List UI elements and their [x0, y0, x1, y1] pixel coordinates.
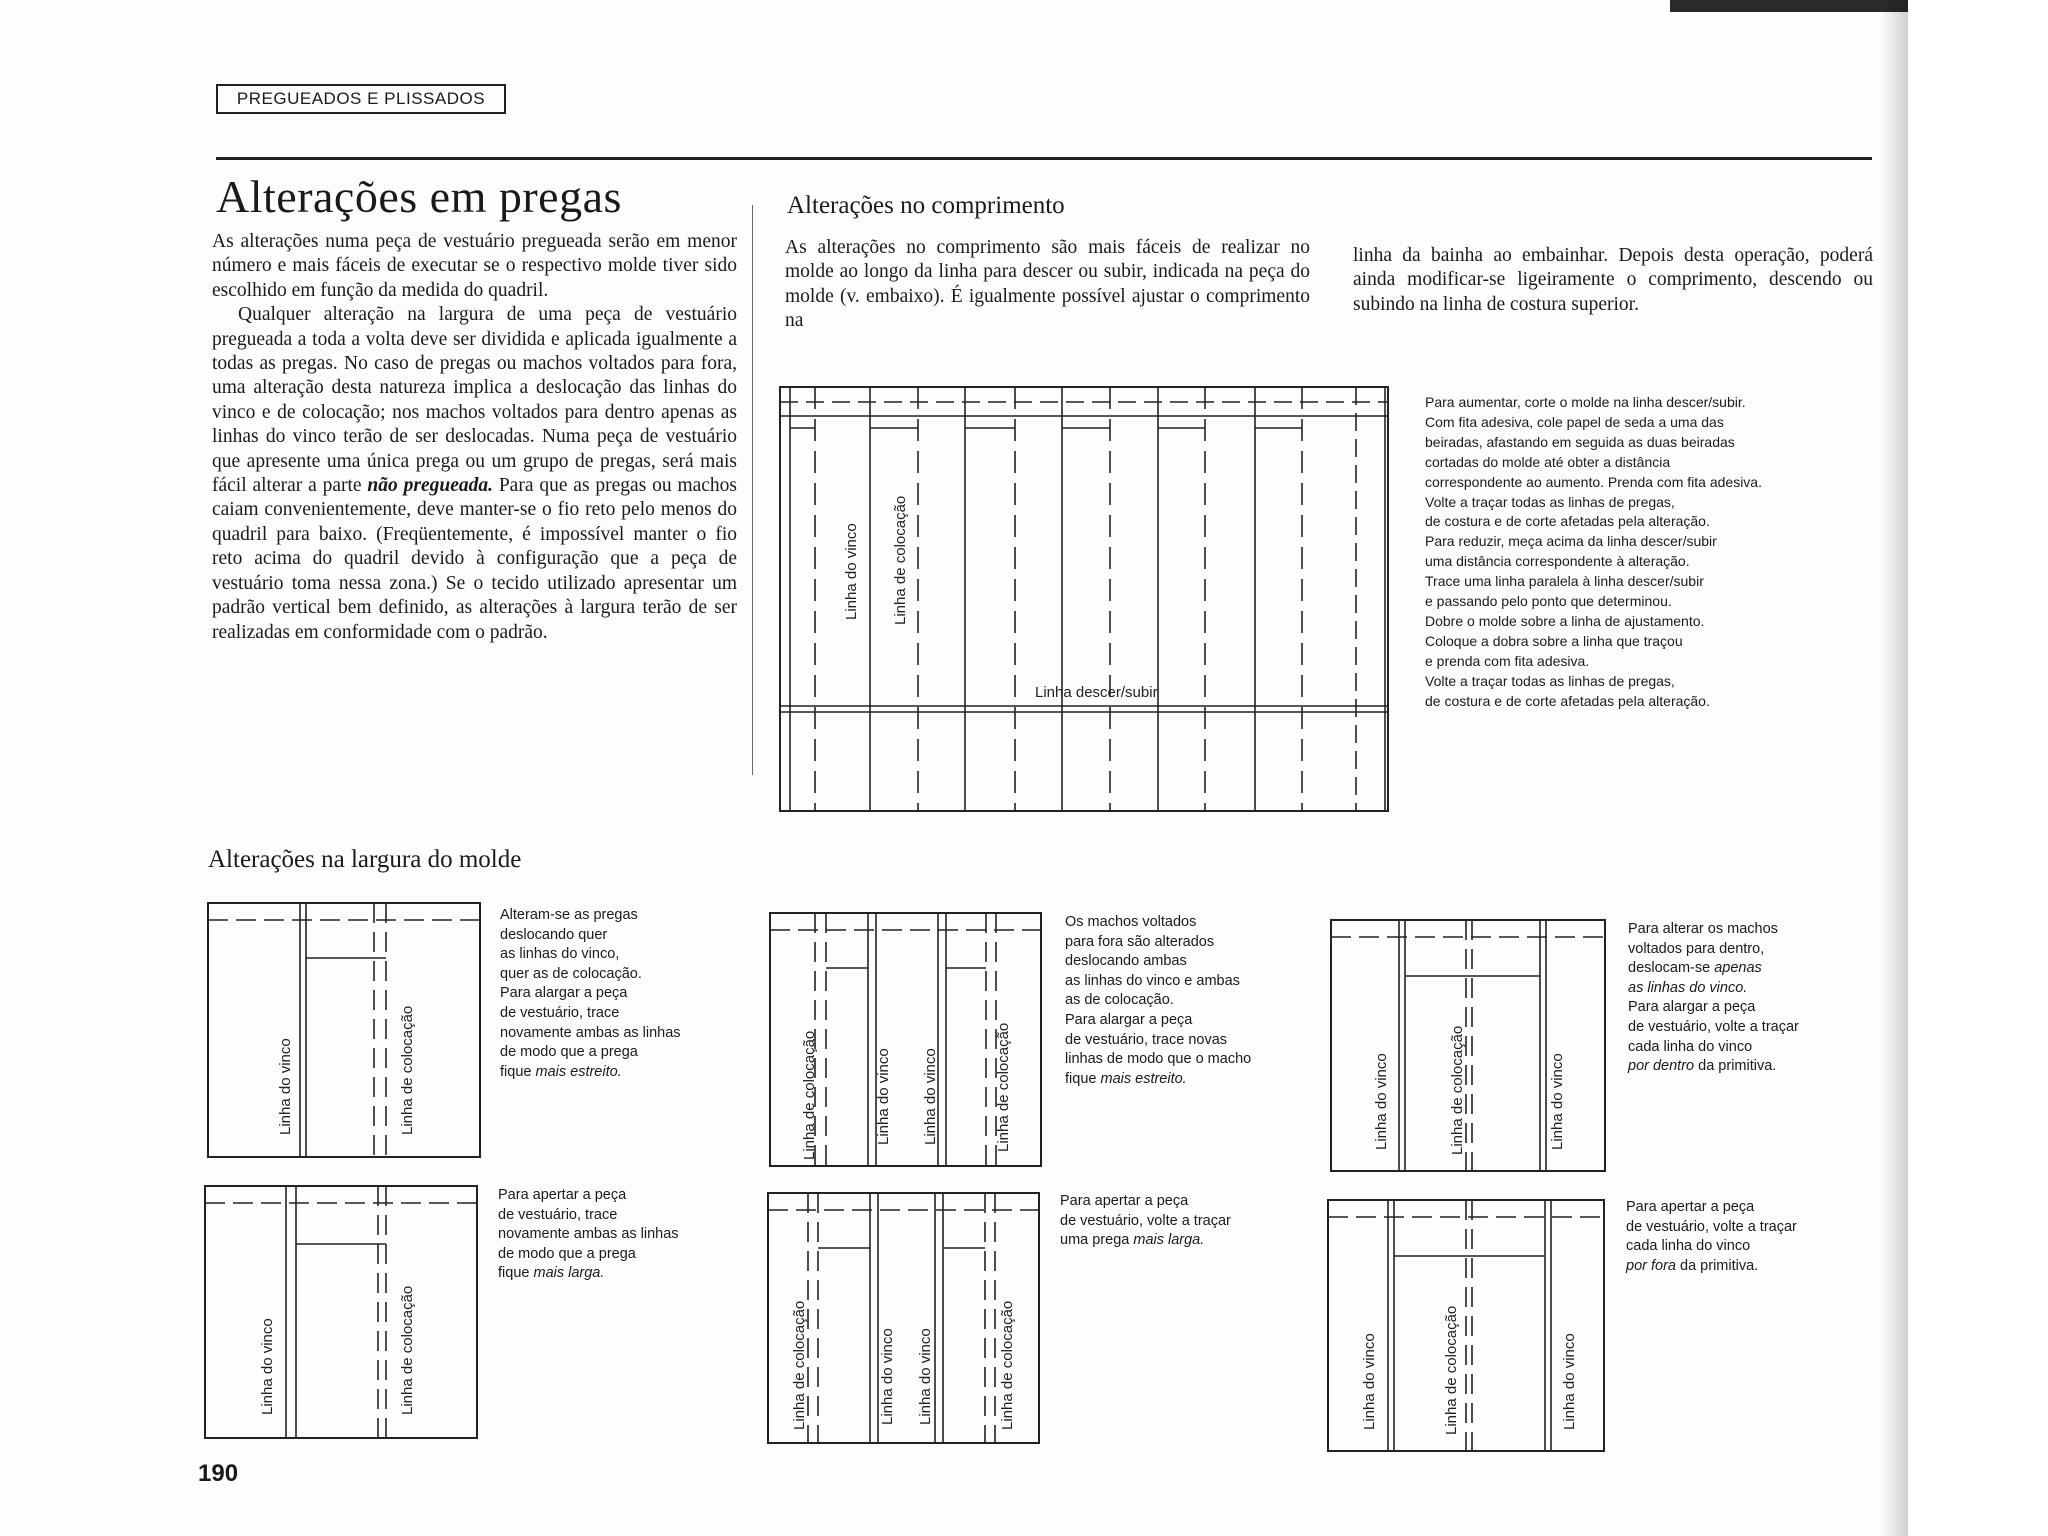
label-linha-colocacao: Linha de colocação: [892, 495, 909, 625]
section-label: PREGUEADOS E PLISSADOS: [216, 84, 506, 114]
label-linha-vinco: Linha do vinco: [1361, 1333, 1378, 1430]
page-title: Alterações em pregas: [216, 171, 622, 222]
label-linha-vinco: Linha do vinco: [1549, 1053, 1566, 1150]
intro-paragraph-1: As alterações numa peça de vestuário pregueada serão em menor número e mais fáceis de executar se o respectivo molde tiver sido escolhido em função da medida do quadril.: [212, 231, 737, 301]
label-linha-vinco: Linha do vinco: [922, 1048, 939, 1145]
label-linha-vinco: Linha do vinco: [1561, 1333, 1578, 1430]
width-heading: Alterações na largura do molde: [208, 846, 522, 873]
label-linha-vinco: Linha do vinco: [875, 1048, 892, 1145]
caption-pleats-enlarge: Alteram-se as pregas deslocando quer as linhas do vinco, quer as de colocação. Para alargar a peça de vestuário, trace novamente ambas as linhas de modo que a prega fique mais estreito.: [500, 907, 681, 1080]
pattern-outline: [208, 903, 480, 1157]
label-linha-vinco: Linha do vinco: [1373, 1053, 1390, 1150]
label-linha-vinco: Linha do vinco: [843, 523, 860, 620]
outward-enlarge-diagram: [770, 913, 1041, 1166]
label-linha-colocacao: Linha de colocação: [399, 1005, 416, 1135]
label-linha-colocacao: Linha de colocação: [399, 1285, 416, 1415]
outward-tighten-diagram: [768, 1193, 1039, 1443]
length-text-col2: linha da bainha ao embainhar. Depois desta operação, poderá ainda modificar-se ligeiramente o comprimento, descendo ou subindo na linha de costura superior.: [1353, 245, 1873, 315]
label-linha-colocacao: Linha de colocação: [1449, 1025, 1466, 1155]
length-heading: Alterações no comprimento: [787, 192, 1065, 219]
label-linha-vinco: Linha do vinco: [879, 1328, 896, 1425]
pleat-enlarge-diagram: [208, 903, 480, 1157]
label-linha-vinco: Linha do vinco: [277, 1038, 294, 1135]
length-caption: Para aumentar, corte o molde na linha descer/subir. Com fita adesiva, cole papel de seda a uma das beiradas, afastando em seguida as duas beiradas cortadas do molde até obter a distância correspondente ao aumento. Prenda com fita adesiva. Volte a traçar todas as linhas de pregas, de costura e de corte afetadas pela alteração. Para reduzir, meça acima da linha descer/subir uma distância correspondente à alteração. Trace uma linha paralela à linha descer/subir e passando pelo ponto que determinou. Dobre o molde sobre a linha de ajustamento. Coloque a dobra sobre a linha que traçou e prenda com fita adesiva. Volte a traçar todas as linhas de pregas, de costura e de corte afetadas pela alteração.: [1425, 394, 1762, 709]
caption-inward-tighten: Para apertar a peça de vestuário, volte a traçar cada linha do vinco por fora da primitiva.: [1626, 1199, 1797, 1274]
intro-paragraph-2: Qualquer alteração na largura de uma peça de vestuário pregueada a toda a volta deve ser dividida e aplicada igualmente a todas as pregas. No caso de pregas ou machos voltados para fora, uma alteração desta natureza implica a deslocação das linhas do vinco e de colocação; nos machos voltados para dentro apenas as linhas do vinco terão de ser deslocadas. Numa peça de vestuário que apresente uma única prega ou um grupo de pregas, será mais fácil alterar a parte não pregueada. Para que as pregas ou machos caiam convenientemente, deve manter-se o fio reto pelo menos do quadril para baixo. (Freqüentemente, é impossível manter o fio reto acima do quadril devido à configuração que a peça de vestuário toma nessa zona.) Se o tecido utilizado apresentar um padrão vertical bem definido, as alterações à largura terão de ser realizadas em conformidade com o padrão.: [212, 304, 738, 643]
length-text-col1: As alterações no comprimento são mais fáceis de realizar no molde ao longo da linha para descer ou subir, indicada na peça do molde (v. embaixo). É igualmente possível ajustar o comprimento na: [785, 237, 1310, 332]
label-linha-colocacao: Linha de colocação: [1443, 1305, 1460, 1435]
caption-inward-enlarge: Para alterar os machos voltados para dentro, deslocam-se apenas as linhas do vinco. Para alargar a peça de vestuário, volte a traçar cada linha do vinco por dentro da primitiva.: [1628, 921, 1799, 1075]
pattern-outline: [205, 1186, 477, 1438]
emphasis-text: não pregueada.: [367, 475, 493, 497]
label-linha-descer-subir: Linha descer/subir: [1035, 684, 1158, 701]
inward-enlarge-diagram: [1331, 920, 1605, 1171]
label-linha-colocacao: Linha de colocação: [999, 1300, 1016, 1430]
label-linha-vinco: Linha do vinco: [259, 1318, 276, 1415]
caption-outward-tighten: Para apertar a peça de vestuário, volte a traçar uma prega mais larga.: [1060, 1193, 1231, 1249]
label-linha-vinco: Linha do vinco: [917, 1328, 934, 1425]
label-linha-colocacao: Linha de colocação: [791, 1300, 808, 1430]
label-linha-colocacao: Linha de colocação: [801, 1030, 818, 1160]
label-linha-colocacao: Linha de colocação: [995, 1022, 1012, 1152]
page-number: 190: [198, 1460, 239, 1487]
pleat-tighten-diagram: [205, 1186, 477, 1438]
inward-tighten-diagram: [1328, 1200, 1604, 1451]
caption-pleats-tighten: Para apertar a peça de vestuário, trace novamente ambas as linhas de modo que a prega fique mais larga.: [498, 1187, 679, 1282]
caption-outward-enlarge: Os machos voltados para fora são alterados deslocando ambas as linhas do vinco e ambas as de colocação. Para alargar a peça de vestuário, trace novas linhas de modo que o macho fique mais estreito.: [1065, 914, 1252, 1087]
